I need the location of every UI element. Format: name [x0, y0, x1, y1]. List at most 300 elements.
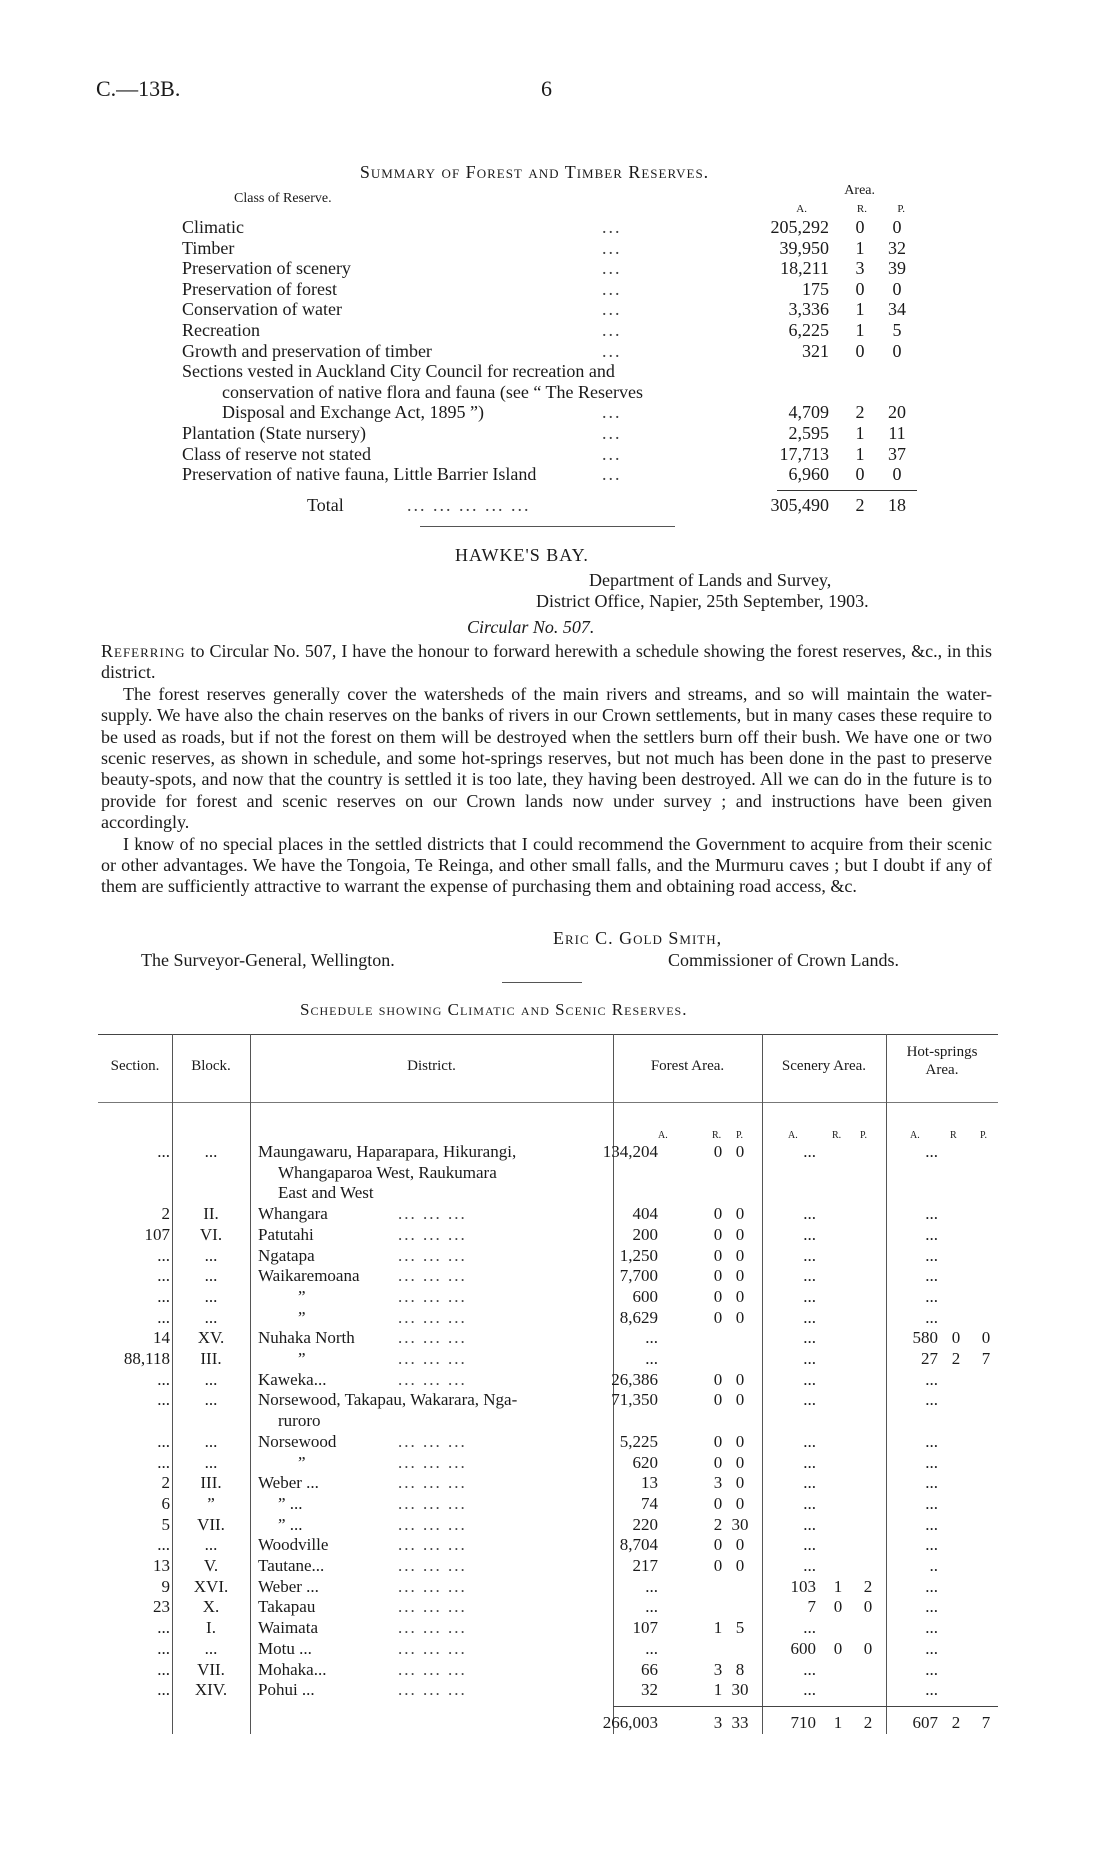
header-scenery-area: Scenery Area. [781, 1058, 867, 1074]
cell-sp: 0 [863, 1597, 873, 1617]
area-r: 1 [855, 443, 865, 464]
unit-forest-r: R. [712, 1130, 722, 1141]
reserve-class: Timber [182, 237, 235, 258]
cell-fp: 0 [735, 1224, 745, 1244]
summary-row [182, 299, 917, 320]
schedule-row [98, 1577, 998, 1598]
cell-fp: 0 [735, 1452, 745, 1472]
schedule-row [98, 1287, 998, 1308]
cell-fa: 66 [641, 1659, 658, 1679]
total-forest-p: 33 [731, 1713, 749, 1732]
area-p: 37 [888, 443, 906, 464]
cell-sa: ... [803, 1493, 816, 1513]
cell-ha: .. [929, 1556, 938, 1575]
cell-sec: ... [157, 1266, 170, 1286]
paragraph-2: The forest reserves generally cover the watersheds of the main rivers and streams, and so will maintain the water-supply. We have also the chain reserves on the banks of rivers in our Crown settlements, but in many cases these require to be used as roads, but if not the forest on them will be destroyed when the settlers burn off their bush. We have one or two scenic reserves, as shown in schedule, and some hot-springs reserves, but not much has been done in the past to preserve beauty-spots, and now that the country is settled it is too late, they having been destroyed. All we can do in the future is to provide for forest and scenic reserves on our Crown lands now under survey ; and instructions have been given accordingly. [101, 683, 992, 833]
leader-dots: ... [602, 258, 622, 279]
total-label: Total [307, 494, 344, 515]
cell-sa: ... [803, 1369, 816, 1389]
cell-dist: Weber ... [258, 1473, 319, 1493]
leader-dots: ... [602, 422, 622, 443]
total-forest-r: 3 [713, 1713, 723, 1732]
cell-fp: 0 [735, 1369, 745, 1389]
cell-blk: ... [204, 1431, 218, 1451]
area-r: 3 [855, 258, 865, 279]
reserve-class: Recreation [182, 319, 260, 340]
unit-p: P. [897, 203, 905, 215]
unit-r: R. [856, 203, 867, 215]
cell-ha: ... [925, 1204, 938, 1224]
total-roods: 2 [855, 494, 865, 515]
cell-sa: 7 [807, 1597, 816, 1617]
cell-sa: ... [803, 1224, 816, 1244]
cell-sa: 600 [790, 1638, 816, 1658]
reserve-class: Sections vested in Auckland City Council for recreation and [182, 361, 615, 382]
leader-dots: ... ... ... [398, 1597, 467, 1617]
reserve-class: Climatic [182, 217, 244, 237]
cell-dist: ruroro [278, 1411, 321, 1431]
cell-ha: ... [925, 1286, 938, 1306]
total-rule [777, 490, 917, 491]
cell-sa: ... [803, 1514, 816, 1534]
summary-header [182, 183, 917, 217]
cell-sec: ... [157, 1390, 170, 1410]
cell-ha: ... [925, 1680, 938, 1700]
cell-sa: ... [803, 1307, 816, 1327]
cell-dist: Nuhaka North [258, 1328, 355, 1348]
cell-fr: 0 [713, 1204, 723, 1224]
cell-fr: 0 [713, 1369, 723, 1389]
cell-dist: Patutahi [258, 1224, 314, 1244]
area-header: Area. [844, 183, 875, 198]
cell-sa: ... [803, 1390, 816, 1410]
leader-dots: ... [602, 217, 622, 237]
reserve-class: Plantation (State nursery) [182, 422, 366, 443]
cell-sec: 2 [161, 1473, 170, 1493]
leader-dots: ... ... ... [398, 1576, 467, 1596]
total-hot-a: 607 [912, 1713, 938, 1732]
total-hot-p: 7 [981, 1713, 991, 1732]
total-forest-a: 266,003 [602, 1713, 658, 1732]
area-r: 0 [855, 464, 865, 485]
cell-fa: 107 [632, 1618, 658, 1638]
cell-sa: 103 [790, 1576, 816, 1596]
cell-sec: ... [157, 1431, 170, 1451]
cell-blk: XV. [197, 1328, 225, 1348]
cell-fp: 0 [735, 1307, 745, 1327]
cell-sa: ... [803, 1204, 816, 1224]
cell-sec: ... [157, 1659, 170, 1679]
cell-sec: ... [157, 1618, 170, 1638]
schedule-row [98, 1680, 998, 1701]
region-heading: HAWKE'S BAY. [455, 545, 589, 565]
cell-fp: 0 [735, 1204, 745, 1224]
leader-dots: ... [602, 464, 622, 485]
schedule-row [98, 1411, 998, 1432]
leader-dots: ... ... ... [398, 1266, 467, 1286]
cell-fa: 404 [632, 1204, 658, 1224]
cell-ha: ... [925, 1638, 938, 1658]
total-scenery-a: 710 [790, 1713, 816, 1732]
cell-ha: ... [925, 1307, 938, 1327]
schedule-row [98, 1204, 998, 1225]
schedule-row [98, 1432, 998, 1453]
cell-blk: ... [204, 1369, 218, 1389]
cell-ha: 27 [921, 1349, 938, 1368]
cell-fr: 3 [713, 1473, 723, 1493]
divider-rule [420, 526, 675, 527]
cell-fr: 0 [713, 1431, 723, 1451]
cell-fa: ... [645, 1638, 658, 1658]
cell-dist: Norsewood, Takapau, Wakarara, Nga- [258, 1390, 518, 1410]
cell-sec: ... [157, 1142, 170, 1161]
cell-dist: Mohaka... [258, 1659, 327, 1679]
cell-sec: ... [157, 1452, 170, 1472]
header-forest-area: Forest Area. [650, 1058, 725, 1074]
reserve-class: Preservation of scenery [182, 258, 351, 279]
cell-sa: ... [803, 1431, 816, 1451]
cell-ha: ... [925, 1245, 938, 1265]
page-number: 6 [541, 76, 552, 101]
schedule-row [98, 1328, 998, 1349]
cell-fr: 0 [713, 1224, 723, 1244]
cell-fp: 5 [735, 1618, 745, 1638]
cell-fa: ... [645, 1328, 658, 1348]
cell-sa: ... [803, 1556, 816, 1575]
schedule-totals-row [98, 1713, 998, 1734]
summary-row [182, 279, 917, 300]
area-a: 3,336 [788, 299, 829, 320]
cell-sec: 107 [144, 1224, 170, 1244]
cell-blk: III. [200, 1349, 222, 1368]
schedule-row [98, 1639, 998, 1660]
cell-blk: VI. [199, 1224, 223, 1244]
cell-dist: East and West [278, 1183, 374, 1203]
cell-dist: ” [298, 1452, 306, 1472]
schedule-row [98, 1556, 998, 1577]
cell-dist: Weber ... [258, 1576, 319, 1596]
cell-blk: XVI. [193, 1576, 229, 1596]
area-p: 34 [888, 299, 906, 320]
summary-total-row: Total ... ... ... ... ... 305,490 2 18 [182, 495, 917, 516]
schedule-row [98, 1390, 998, 1411]
cell-fa: 26,386 [611, 1369, 658, 1389]
leader-dots: ... [602, 443, 622, 464]
leader-dots: ... ... ... [398, 1659, 467, 1679]
leader-dots: ... ... ... [398, 1514, 467, 1534]
cell-blk: X. [202, 1597, 220, 1617]
area-p: 20 [888, 402, 906, 423]
cell-ha: ... [925, 1535, 938, 1555]
cell-ha: 580 [912, 1328, 938, 1348]
cell-dist: Whangara [258, 1204, 328, 1224]
area-p: 11 [888, 422, 906, 443]
area-a: 4,709 [788, 402, 829, 423]
cell-sa: ... [803, 1680, 816, 1700]
paragraph-1: Referring to Circular No. 507, I have the honour to forward herewith a schedule showing the forest reserves, &c., in this district. [101, 641, 992, 683]
leader-dots: ... ... ... [398, 1224, 467, 1244]
area-r: 1 [855, 299, 865, 320]
cell-dist: ” ... [278, 1514, 303, 1534]
unit-forest-p: P. [736, 1130, 743, 1141]
reserve-class: Preservation of native fauna, Little Barrier Island [182, 464, 537, 485]
cell-fr: 1 [713, 1680, 723, 1700]
schedule-row [98, 1618, 998, 1639]
cell-fp: 0 [735, 1493, 745, 1513]
cell-hr: 2 [951, 1349, 961, 1368]
cell-sa: ... [803, 1266, 816, 1286]
cell-blk: III. [200, 1473, 222, 1493]
leader-dots: ... ... ... [398, 1535, 467, 1555]
cell-ha: ... [925, 1369, 938, 1389]
area-r: 0 [855, 340, 865, 361]
area-p: 0 [892, 278, 902, 299]
leader-dots: ... ... ... [398, 1556, 467, 1575]
cell-fa: 13 [641, 1473, 658, 1493]
reserve-class: Growth and preservation of timber [182, 340, 432, 361]
leader-dots: ... [602, 340, 622, 361]
cell-dist: Ngatapa [258, 1245, 315, 1265]
signature: Eric C. Gold Smith, [553, 928, 723, 948]
summary-row [182, 238, 917, 259]
cell-fr: 0 [713, 1452, 723, 1472]
unit-scenery-a: A. [788, 1130, 798, 1141]
cell-sec: 14 [153, 1328, 170, 1348]
summary-row [182, 341, 917, 362]
cell-fa: 220 [632, 1514, 658, 1534]
cell-fr: 1 [713, 1618, 723, 1638]
cell-dist: Tautane... [258, 1556, 325, 1575]
leader-dots: ... [602, 319, 622, 340]
area-a: 2,595 [788, 422, 829, 443]
schedule-row [98, 1370, 998, 1391]
cell-fr: 0 [713, 1535, 723, 1555]
cell-ha: ... [925, 1266, 938, 1286]
total-scenery-p: 2 [863, 1713, 873, 1732]
schedule-row [98, 1142, 998, 1163]
cell-sec: ... [157, 1307, 170, 1327]
cell-blk: ... [204, 1307, 218, 1327]
cell-sa: ... [803, 1473, 816, 1493]
cell-fa: 32 [641, 1680, 658, 1700]
schedule-row [98, 1597, 998, 1618]
office-line: District Office, Napier, 25th September, 1903. [536, 591, 869, 611]
leader-dots: ... ... ... [398, 1349, 467, 1368]
cell-fr: 0 [713, 1245, 723, 1265]
cell-fp: 0 [735, 1142, 745, 1161]
cell-hr: 0 [951, 1328, 961, 1348]
cell-fp: 30 [731, 1514, 749, 1534]
leader-dots: ... [602, 237, 622, 258]
cell-fr: 0 [713, 1390, 723, 1410]
cell-sec: 5 [161, 1514, 170, 1534]
cell-fp: 0 [735, 1535, 745, 1555]
cell-sec: ... [157, 1535, 170, 1555]
cell-sr: 0 [833, 1638, 843, 1658]
area-a: 175 [802, 278, 829, 299]
summary-row [182, 464, 917, 485]
cell-fr: 0 [713, 1286, 723, 1306]
summary-row [182, 444, 917, 465]
schedule-row [98, 1349, 998, 1370]
cell-sa: ... [803, 1245, 816, 1265]
cell-sec: 13 [153, 1556, 170, 1575]
cell-blk: VII. [197, 1659, 225, 1679]
area-a: 6,960 [788, 464, 829, 485]
total-scenery-r: 1 [833, 1713, 843, 1732]
cell-dist: Takapau [258, 1597, 316, 1617]
cell-fr: 0 [713, 1142, 723, 1161]
cell-fp: 30 [731, 1680, 749, 1700]
cell-fa: 5,225 [619, 1431, 658, 1451]
cell-blk: ... [204, 1535, 218, 1555]
area-r: 0 [855, 217, 865, 237]
cell-dist: Kaweka... [258, 1369, 327, 1389]
cell-blk: V. [203, 1556, 219, 1575]
reserve-class: Preservation of forest [182, 278, 337, 299]
cell-sa: ... [803, 1286, 816, 1306]
area-p: 32 [888, 237, 906, 258]
summary-rows [182, 217, 917, 485]
cell-sec: 88,118 [123, 1349, 170, 1368]
reserve-class: Disposal and Exchange Act, 1895 ”) [222, 402, 484, 423]
cell-fp: 0 [735, 1245, 745, 1265]
cell-fr: 0 [713, 1493, 723, 1513]
area-a: 205,292 [770, 217, 829, 237]
cell-dist: Whangaparoa West, Raukumara [278, 1162, 497, 1182]
cell-fa: 7,700 [619, 1266, 658, 1286]
cell-sa: ... [803, 1142, 816, 1161]
leader-dots: ... ... ... [398, 1307, 467, 1327]
cell-fa: ... [645, 1597, 658, 1617]
dept-line: Department of Lands and Survey, [589, 570, 832, 590]
cell-ha: ... [925, 1452, 938, 1472]
header-district: District. [407, 1058, 456, 1074]
cell-blk: XIV. [194, 1680, 228, 1700]
cell-blk: ... [204, 1452, 218, 1472]
leader-dots: ... ... ... [398, 1493, 467, 1513]
summary-row [182, 258, 917, 279]
cell-sec: ... [157, 1638, 170, 1658]
schedule-row [98, 1453, 998, 1474]
cell-sec: 23 [153, 1597, 170, 1617]
schedule-row [98, 1473, 998, 1494]
cell-dist: Waikaremoana [258, 1266, 360, 1286]
schedule-row [98, 1225, 998, 1246]
reserve-class: Conservation of water [182, 299, 342, 320]
schedule-row [98, 1163, 998, 1184]
cell-sp: 0 [863, 1638, 873, 1658]
area-r: 1 [855, 319, 865, 340]
unit-forest-a: A. [658, 1130, 668, 1141]
cell-fr: 0 [713, 1556, 723, 1575]
paragraph-3: I know of no special places in the settled districts that I could recommend the Government to acquire from their scenic or other advantages. We have the Tongoia, Te Reinga, and other small falls, and the Murmuru caves ; but I doubt if any of them are sufficiently attractive to warrant the expense of purchasing them and obtaining road access, &c. [101, 833, 992, 897]
area-r: 0 [855, 278, 865, 299]
cell-fa: 71,350 [611, 1390, 658, 1410]
leader-dots: ... ... ... [398, 1204, 467, 1224]
cell-blk: ... [204, 1245, 218, 1265]
cell-blk: ... [204, 1142, 218, 1161]
cell-dist: Maungawaru, Haparapara, Hikurangi, [258, 1142, 517, 1161]
cell-dist: Waimata [258, 1618, 318, 1638]
cell-sa: ... [803, 1659, 816, 1679]
cell-blk: ... [204, 1286, 218, 1306]
summary-row [182, 320, 917, 341]
document-reference: C.—13B. [96, 76, 181, 101]
summary-row [182, 382, 917, 403]
cell-fp: 0 [735, 1390, 745, 1410]
unit-hot-r: R [950, 1130, 957, 1141]
leader-dots: ... [602, 278, 622, 299]
area-p: 0 [892, 464, 902, 485]
unit-hot-a: A. [910, 1130, 920, 1141]
cell-fp: 0 [735, 1266, 745, 1286]
schedule-row [98, 1494, 998, 1515]
cell-dist: ” [298, 1286, 306, 1306]
schedule-row [98, 1246, 998, 1267]
leader-dots: ... ... ... [398, 1638, 467, 1658]
cell-dist: ” ... [278, 1493, 303, 1513]
leader-dots: ... [602, 402, 622, 423]
cell-blk: II. [203, 1204, 219, 1224]
header-section: Section. [110, 1058, 160, 1074]
cell-fr: 0 [713, 1307, 723, 1327]
cell-hp: 0 [981, 1328, 991, 1348]
summary-table [182, 162, 917, 515]
cell-blk: ” [207, 1493, 215, 1513]
cell-dist: Norsewood [258, 1431, 337, 1451]
leader-dots: ... ... ... [398, 1452, 467, 1472]
cell-sec: ... [157, 1245, 170, 1265]
unit-a: A. [796, 203, 807, 215]
cell-sp: 2 [863, 1576, 873, 1596]
cell-fp: 0 [735, 1431, 745, 1451]
cell-sec: ... [157, 1369, 170, 1389]
schedule-row [98, 1308, 998, 1329]
total-perches: 18 [888, 494, 906, 515]
cell-sec: ... [157, 1680, 170, 1700]
header-hot-springs-area: Area. [925, 1062, 959, 1078]
schedule-title: Schedule showing Climatic and Scenic Reserves. [300, 1000, 688, 1019]
cell-sa: ... [803, 1618, 816, 1638]
cell-ha: ... [925, 1576, 938, 1596]
leader-dots: ... ... ... [398, 1680, 467, 1700]
leader-dots: ... ... ... [398, 1618, 467, 1638]
summary-row [182, 402, 917, 423]
cell-fa: 200 [632, 1224, 658, 1244]
leader-dots: ... ... ... [398, 1245, 467, 1265]
cell-fa: 217 [632, 1556, 658, 1575]
summary-row [182, 361, 917, 382]
total-acres: 305,490 [770, 494, 829, 515]
cell-dist: Motu ... [258, 1638, 312, 1658]
class-header: Class of Reserve. [234, 191, 332, 206]
cell-fa: ... [645, 1349, 658, 1368]
cell-sa: ... [803, 1349, 816, 1368]
cell-ha: ... [925, 1224, 938, 1244]
divider-rule-2 [502, 982, 582, 983]
cell-dist: ” [298, 1307, 306, 1327]
circular-line: Circular No. 507. [467, 617, 595, 637]
cell-fr: 0 [713, 1266, 723, 1286]
reserve-class: Class of reserve not stated [182, 443, 371, 464]
cell-ha: ... [925, 1390, 938, 1410]
cell-dist: Pohui ... [258, 1680, 315, 1700]
cell-blk: ... [204, 1266, 218, 1286]
cell-ha: ... [925, 1659, 938, 1679]
cell-fa: 600 [632, 1286, 658, 1306]
cell-sec: ... [157, 1286, 170, 1306]
